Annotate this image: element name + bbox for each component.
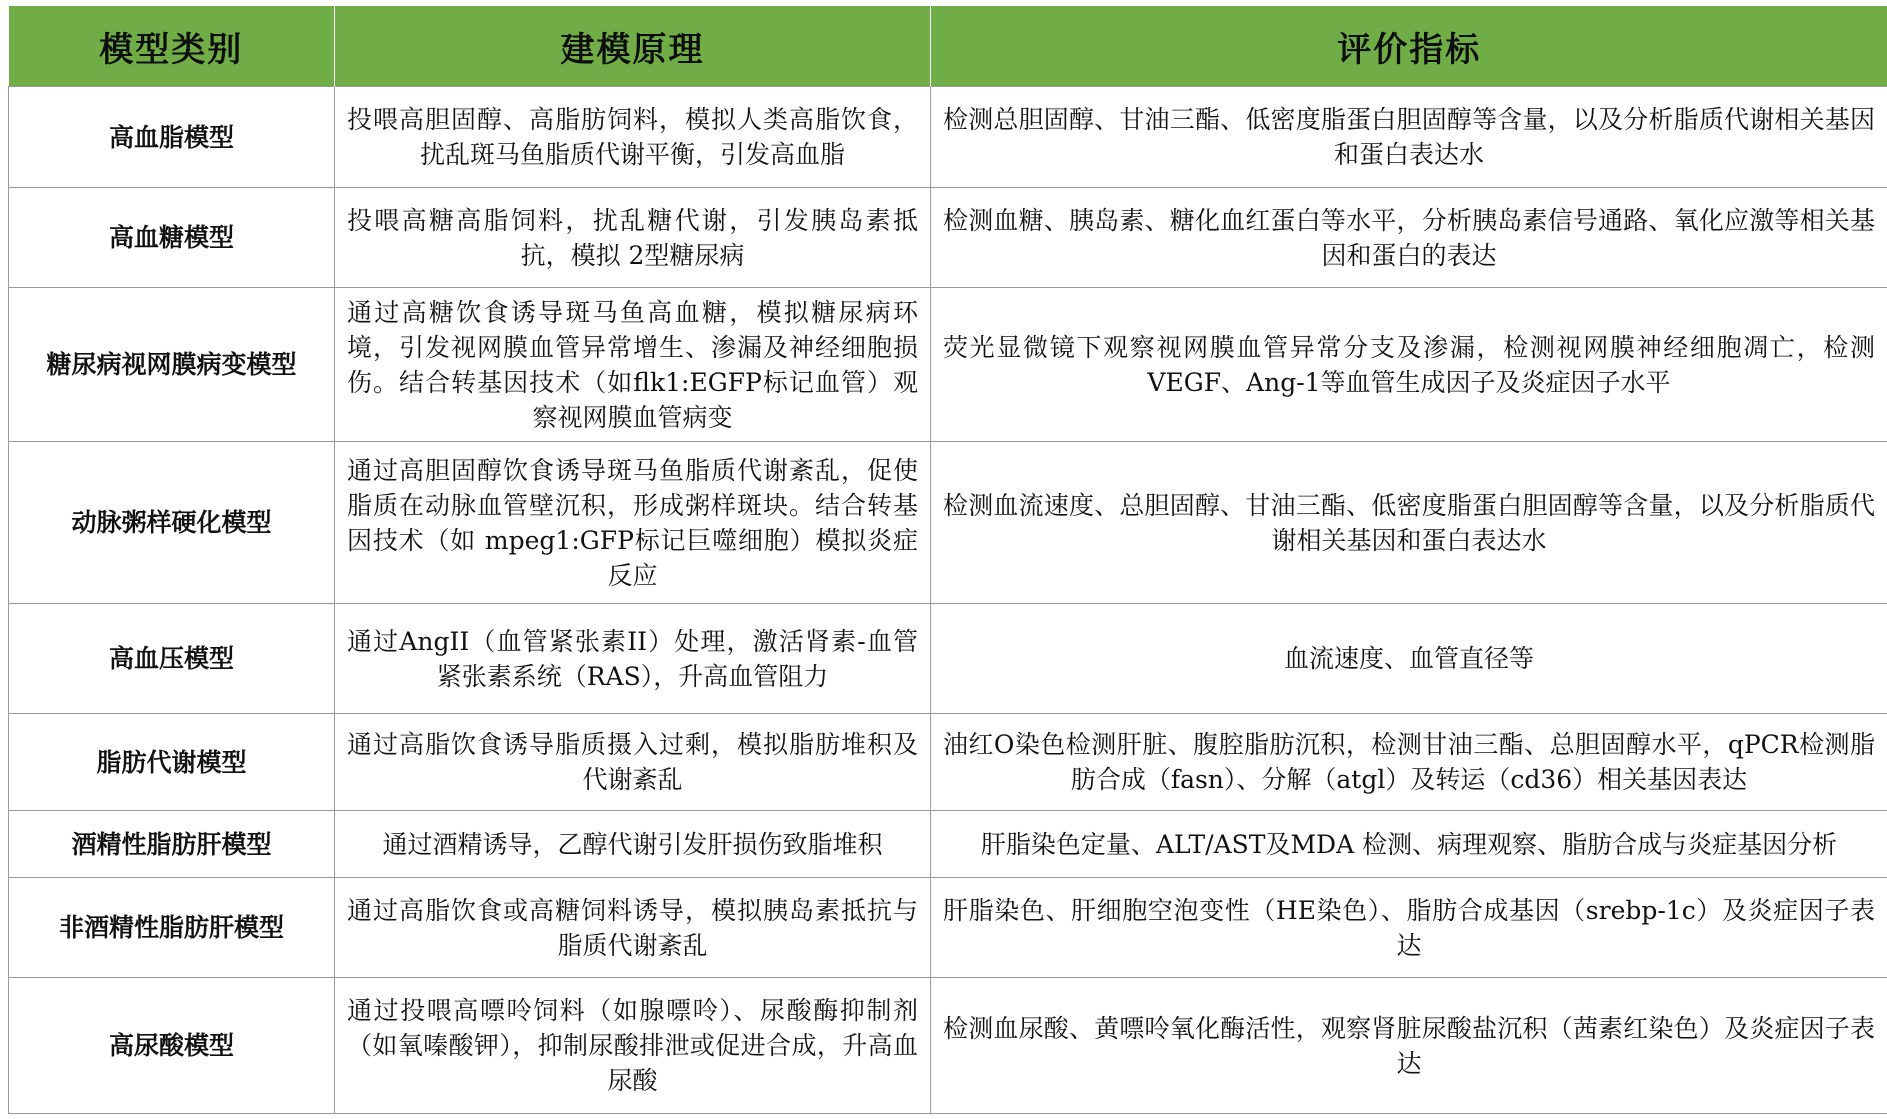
table-row [9,978,1887,1114]
row-category: 动脉粥样硬化模型 [9,442,335,604]
table-row [9,288,1887,442]
table-row [9,188,1887,288]
row-indicators: 检测总胆固醇、甘油三酯、低密度脂蛋白胆固醇等含量，以及分析脂质代谢相关基因和蛋白表达水 [931,87,1887,188]
table-row [9,442,1887,604]
row-category: 糖尿病视网膜病变模型 [9,288,335,442]
row-indicators: 检测血尿酸、黄嘌呤氧化酶活性，观察肾脏尿酸盐沉积（茜素红染色）及炎症因子表达 [931,978,1887,1114]
row-category: 高血糖模型 [9,188,335,288]
row-category: 高血脂模型 [9,87,335,188]
row-category: 酒精性脂肪肝模型 [9,811,335,878]
row-indicators: 检测血流速度、总胆固醇、甘油三酯、低密度脂蛋白胆固醇等含量，以及分析脂质代谢相关基因和蛋白表达水 [931,442,1887,604]
row-indicators: 肝脂染色定量、ALT/AST及MDA 检测、病理观察、脂肪合成与炎症基因分析 [931,811,1887,878]
row-principle: 投喂高胆固醇、高脂肪饲料，模拟人类高脂饮食，扰乱斑马鱼脂质代谢平衡，引发高血脂 [335,87,931,188]
row-indicators: 油红O染色检测肝脏、腹腔脂肪沉积，检测甘油三酯、总胆固醇水平，qPCR检测脂肪合成（fasn）、分解（atgl）及转运（cd36）相关基因表达 [931,714,1887,811]
row-principle: 通过高脂饮食诱导脂质摄入过剩，模拟脂肪堆积及代谢紊乱 [335,714,931,811]
model-table [8,6,1887,1114]
table-row [9,878,1887,978]
row-principle: 通过高糖饮食诱导斑马鱼高血糖，模拟糖尿病环境，引发视网膜血管异常增生、渗漏及神经细胞损伤。结合转基因技术（如flk1:EGFP标记血管）观察视网膜血管病变 [335,288,931,442]
row-category: 高血压模型 [9,604,335,714]
row-category: 非酒精性脂肪肝模型 [9,878,335,978]
table-row [9,87,1887,188]
row-principle: 通过AngII（血管紧张素II）处理，激活肾素-血管紧张素系统（RAS），升高血管阻力 [335,604,931,714]
row-indicators: 荧光显微镜下观察视网膜血管异常分支及渗漏，检测视网膜神经细胞凋亡，检测VEGF、Ang-1等血管生成因子及炎症因子水平 [931,288,1887,442]
row-principle: 通过投喂高嘌呤饲料（如腺嘌呤）、尿酸酶抑制剂（如氧嗪酸钾），抑制尿酸排泄或促进合成，升高血尿酸 [335,978,931,1114]
row-principle: 通过高胆固醇饮食诱导斑马鱼脂质代谢紊乱，促使脂质在动脉血管壁沉积，形成粥样斑块。结合转基因技术（如 mpeg1:GFP标记巨噬细胞）模拟炎症反应 [335,442,931,604]
row-principle: 投喂高糖高脂饲料，扰乱糖代谢，引发胰岛素抵抗，模拟 2型糖尿病 [335,188,931,288]
header-principle: 建模原理 [335,6,931,87]
model-table-container [8,6,1887,1114]
table-header-row [9,6,1887,87]
table-row [9,604,1887,714]
table-row [9,714,1887,811]
row-indicators: 血流速度、血管直径等 [931,604,1887,714]
table-row [9,811,1887,878]
row-category: 高尿酸模型 [9,978,335,1114]
row-principle: 通过高脂饮食或高糖饲料诱导，模拟胰岛素抵抗与脂质代谢紊乱 [335,878,931,978]
row-category: 脂肪代谢模型 [9,714,335,811]
row-principle: 通过酒精诱导，乙醇代谢引发肝损伤致脂堆积 [335,811,931,878]
header-category: 模型类别 [9,6,335,87]
row-indicators: 检测血糖、胰岛素、糖化血红蛋白等水平，分析胰岛素信号通路、氧化应激等相关基因和蛋白的表达 [931,188,1887,288]
row-indicators: 肝脂染色、肝细胞空泡变性（HE染色）、脂肪合成基因（srebp-1c）及炎症因子表达 [931,878,1887,978]
header-indicators: 评价指标 [931,6,1887,87]
